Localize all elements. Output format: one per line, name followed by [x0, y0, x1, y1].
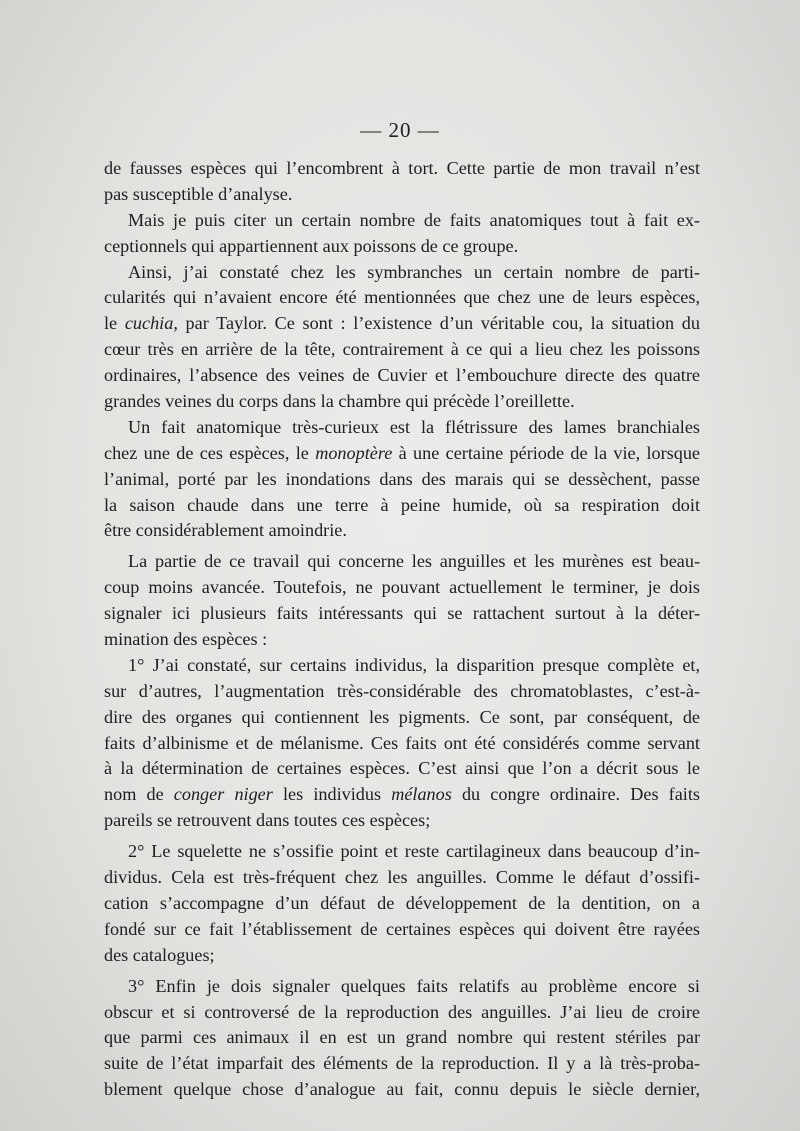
text-line: cœur très en arrière de la tête, contrairement à ce qui a lieu chez les poissons	[104, 339, 700, 360]
text-line: ceptionnels qui appartiennent aux poissons de ce groupe.	[104, 235, 519, 256]
text-line: de fausses espèces qui l’encombrent à tort. Cette partie de mon travail n’est	[104, 158, 700, 178]
text-line: à la détermination de certaines espèces. C’est ainsi que l’on a décrit sous le	[104, 758, 700, 779]
paragraph	[104, 208, 700, 260]
paragraph	[104, 415, 700, 544]
paragraph	[104, 653, 700, 834]
text-line: cation s’accompagne d’un défaut de développement de la dentition, on a	[104, 892, 700, 913]
text-line: dividus. Cela est très-fréquent chez les anguilles. Comme le défaut d’ossifi-	[104, 867, 700, 888]
text-line: la saison chaude dans une terre à peine humide, où sa respiration doit	[104, 494, 700, 515]
text-line: que parmi ces animaux il en est un grand nombre qui restent stériles par	[104, 1027, 700, 1048]
paragraph	[104, 974, 700, 1103]
text-line: Ainsi, j’ai constaté chez les symbranches un certain nombre de parti-	[128, 261, 700, 282]
italic-term: conger niger	[173, 784, 273, 805]
text-line: Mais je puis citer un certain nombre de faits anatomiques tout à fait ex-	[128, 209, 700, 230]
text-line: chez une de ces espèces, le monoptère à une certaine période de la vie, lorsque	[104, 442, 700, 463]
text-line: blement quelque chose d’analogue au fait, connu depuis le siècle dernier,	[104, 1079, 700, 1100]
text-line: être considérablement amoindrie.	[104, 520, 347, 541]
text-line: le cuchia, par Taylor. Ce sont : l’existence d’un véritable cou, la situation du	[104, 313, 700, 334]
text-line: grandes veines du corps dans la chambre qui précède l’oreillette.	[104, 391, 575, 412]
text-line: signaler ici plusieurs faits intéressants qui se rattachent surtout à la déter-	[104, 603, 700, 624]
paragraph	[104, 156, 700, 208]
text-line: l’animal, porté par les inondations dans des marais qui se dessèchent, passe	[104, 468, 700, 489]
text-line: obscur et si controversé de la reproduction des anguilles. J’ai lieu de croire	[104, 1001, 700, 1022]
text-line: mination des espèces :	[104, 629, 268, 650]
page-number: — 20 —	[360, 118, 440, 142]
paragraph	[104, 260, 700, 415]
text-line: pareils se retrouvent dans toutes ces espèces;	[104, 810, 431, 831]
text-line: cularités qui n’avaient encore été mentionnées que chez une de leurs espèces,	[104, 287, 700, 308]
text-line: faits d’albinisme et de mélanisme. Ces faits ont été considérés comme servant	[104, 732, 700, 753]
paragraph	[104, 839, 700, 968]
text-line: des catalogues;	[104, 944, 215, 965]
text-line: pas susceptible d’analyse.	[104, 183, 293, 204]
text-line: suite de l’état imparfait des éléments de la reproduction. Il y a là très-proba-	[104, 1053, 700, 1074]
text-line: sur d’autres, l’augmentation très-considérable des chromatoblastes, c’est-à-	[104, 680, 700, 701]
text-line: 1° J’ai constaté, sur certains individus, la disparition presque complète et,	[128, 654, 700, 675]
italic-term: monoptère	[315, 442, 393, 463]
body-text	[104, 156, 700, 1103]
text-line: dire des organes qui contiennent les pigments. Ce sont, par conséquent, de	[104, 706, 700, 727]
text-line: Un fait anatomique très-curieux est la flétrissure des lames branchiales	[128, 416, 700, 437]
paragraph	[104, 549, 700, 653]
text-line: fondé sur ce fait l’établissement de certaines espèces qui doivent être rayées	[104, 918, 700, 939]
text-line: 3° Enfin je dois signaler quelques faits relatifs au problème encore si	[128, 975, 700, 996]
text-line: nom de conger niger les individus mélanos du congre ordinaire. Des faits	[104, 784, 700, 805]
text-line: ordinaires, l’absence des veines de Cuvier et l’embouchure directe des quatre	[104, 365, 700, 386]
italic-term: mélanos	[391, 784, 452, 805]
text-line: 2° Le squelette ne s’ossifie point et reste cartilagineux dans beaucoup d’in-	[128, 841, 700, 862]
italic-term: cuchia	[124, 313, 174, 334]
text-line: La partie de ce travail qui concerne les anguilles et les murènes est beau-	[128, 551, 700, 572]
text-line: coup moins avancée. Toutefois, ne pouvant actuellement le terminer, je dois	[104, 577, 700, 598]
